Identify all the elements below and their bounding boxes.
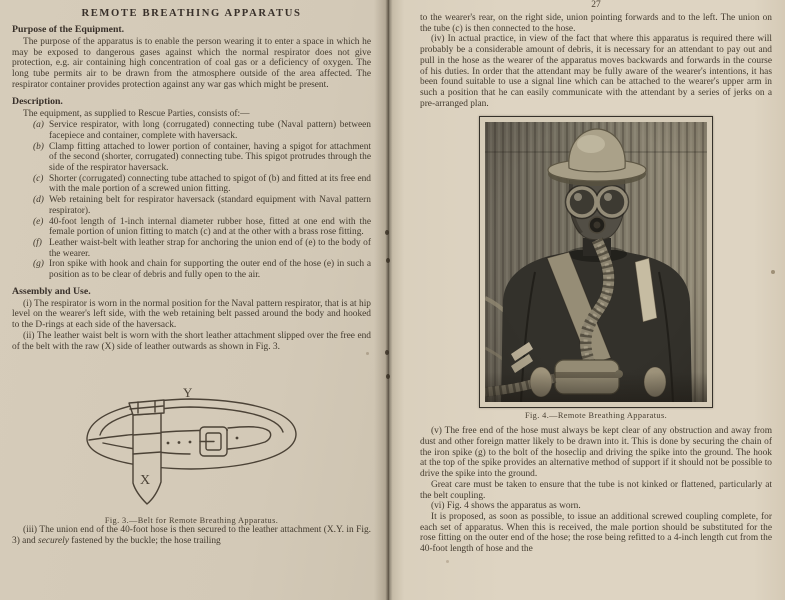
- list-item-label: (e): [33, 216, 44, 227]
- list-item-label: (d): [33, 195, 44, 206]
- paper-speck: [366, 352, 369, 355]
- list-item: [33, 174, 371, 195]
- paragraph-purpose: The purpose of the apparatus is to enable the person wearing it to enter a space in which he may be exposed to dangerous gases against which the normal respirator does not give protection, e.g. air containing high concentration of coal gas or a deficiency of oxygen. The long tube permits air to be drawn from the atmosphere outside of the area affected. The respirator container provides protection against any war gas which might be present.: [12, 37, 371, 90]
- paragraph-v: (v) The free end of the hose must always be kept clear of any obstruction and away from dust and other foreign matter likely to be drawn into it. This is done by securing the chain of the iron spike (g) to the bolt of the hoseclip and driving the spike into the ground. The hook at the top of the spike provides an alternative method of support if it should not be possible to drive the spike into the ground.: [420, 426, 772, 480]
- figure-3: [12, 386, 371, 525]
- paragraph-ii: (ii) The leather waist belt is worn with the short leather attachment slipped over the free end of the belt with the raw (X) side of leather outwards as shown in Fig. 3.: [12, 330, 371, 352]
- page-number: 27: [591, 0, 601, 10]
- list-item-label: (b): [33, 141, 44, 152]
- paragraph-proposed: It is proposed, as soon as possible, to issue an additional screwed coupling complete, for each set of apparatus. When this is received, the male portion should be substituted for the rose fitting on the outer end of the hose; the rose being refitted to a 4-inch length cut from the 40-foot length of hose and the: [420, 511, 772, 555]
- paragraph-iii-post: fastened by the buckle; the hose trailing: [68, 535, 221, 546]
- equipment-list: [33, 120, 371, 281]
- paper-speck: [446, 560, 449, 563]
- belt-drawing: [71, 386, 313, 508]
- paragraph-description-intro: The equipment, as supplied to Rescue Parties, consists of:—: [23, 108, 250, 119]
- figure-4: [420, 116, 772, 420]
- list-item: [33, 120, 371, 141]
- page-right: [389, 0, 785, 600]
- heading-assembly: Assembly and Use.: [12, 285, 91, 297]
- list-item-text: Clamp fitting attached to lower portion of container, having a spigot for attachment of the second (shorter, corrugated) connecting tube. This spigot protrudes through the side of the respirator haversack.: [49, 141, 371, 174]
- list-item: [33, 195, 371, 216]
- list-item-label: (g): [33, 259, 44, 270]
- paragraph-continuation: to the wearer's rear, on the right side, union pointing forwards and to the left. The union on the tube (c) is then connected to the hose.: [420, 13, 772, 34]
- list-item-text: Shorter (corrugated) connecting tube attached to spigot of (b) and fitted at its free end with the male portion of a screwed union fitting.: [49, 173, 371, 195]
- paragraph-vi: (vi) Fig. 4 shows the apparatus as worn.: [431, 501, 581, 512]
- list-item-text: Leather waist-belt with leather strap for anchoring the union end of (e) to the body of the wearer.: [49, 237, 371, 259]
- list-item-text: 40-foot length of 1-inch internal diameter rubber hose, fitted at one end with the female portion of union fitting to match (c) and at the other with a brass rose fitting.: [49, 216, 371, 238]
- list-item-label: (c): [33, 173, 44, 184]
- list-item-text: Iron spike with hook and chain for supporting the outer end of the hose (e) in such a position as to be clear of debris and fully open to the air.: [49, 259, 371, 281]
- list-item-text: Service respirator, with long (corrugated) connecting tube (Naval pattern) between facepiece and container, complete with haversack.: [49, 120, 371, 141]
- apparatus-photo-frame: [479, 116, 713, 408]
- list-item: [33, 142, 371, 174]
- page-left: [0, 0, 389, 600]
- figure-3-caption: Fig. 3.—Belt for Remote Breathing Apparatus.: [104, 516, 279, 526]
- heading-description: Description.: [12, 95, 63, 107]
- list-item: [33, 238, 371, 259]
- list-item-text: Web retaining belt for respirator haversack (standard equipment with Naval pattern respirator).: [49, 195, 371, 216]
- list-item: [33, 259, 371, 280]
- list-item-label: (a): [33, 120, 44, 131]
- binding-stitch: [386, 374, 390, 379]
- apparatus-photo: [485, 122, 707, 402]
- heading-purpose: Purpose of the Equipment.: [12, 24, 125, 35]
- list-item-label: (f): [33, 237, 42, 248]
- binding-stitch: [385, 230, 389, 235]
- figure-4-caption: Fig. 4.—Remote Breathing Apparatus.: [524, 411, 668, 421]
- page-title: REMOTE BREATHING APPARATUS: [81, 8, 302, 19]
- list-item: [33, 217, 371, 238]
- binding-stitch: [386, 258, 390, 263]
- belt-label-y: Y: [182, 385, 192, 401]
- paper-speck: [771, 270, 775, 274]
- belt-label-x: X: [139, 473, 150, 489]
- paragraph-i: (i) The respirator is worn in the normal position for the Naval pattern respirator, that is at hip level on the wearer's left side, with the web retaining belt passed around the body and hooked to the D-rings at each side of the haversack.: [12, 298, 371, 331]
- paragraph-iii-pre: (iii) The union end of the 40-foot hose is then secured to the leather attachment (X.Y. in Fig. 3) and: [12, 525, 371, 546]
- paragraph-iii: [12, 525, 371, 546]
- paragraph-iv: (iv) In actual practice, in view of the fact that where this apparatus is required there will probably be a considerable amount of debris, it is necessary for an attendant to pay out and pull in the hose as the wearer of the apparatus moves backwards and forwards in the course of his duties. In order that the attendant may be fully aware of the wearer's intentions, it has been found suitable to use a signal line which can be attached to the wearer's upper arm in such a position that he can easily communicate with the attendant by a series of jerks on a pre-arranged plan.: [420, 34, 772, 109]
- paragraph-care: Great care must be taken to ensure that the tube is not kinked or flattened, particularly at the belt coupling.: [420, 479, 772, 501]
- paragraph-iii-emphasis: securely: [38, 535, 69, 546]
- binding-stitch: [385, 350, 389, 355]
